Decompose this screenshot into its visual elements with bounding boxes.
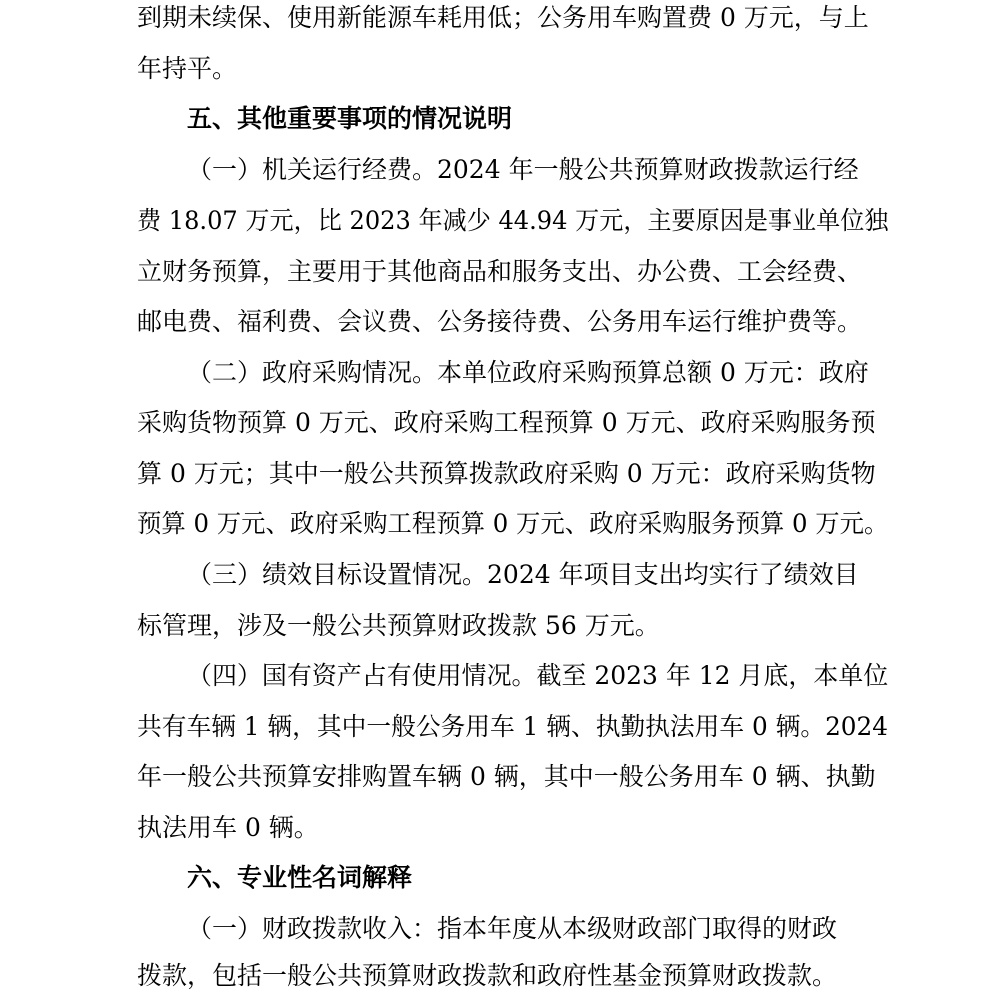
text-line: 采购货物预算 0 万元、政府采购工程预算 0 万元、政府采购服务预: [137, 408, 876, 437]
text-line: （一）机关运行经费。2024 年一般公共预算财政拨款运行经: [187, 155, 859, 184]
text-line: 执法用车 0 辆。: [137, 813, 319, 842]
text-line: （四）国有资产占有使用情况。截至 2023 年 12 月底，本单位: [187, 661, 889, 690]
section-heading: 六、专业性名词解释: [187, 863, 413, 892]
text-line: 到期未续保、使用新能源车耗用低；公务用车购置费 0 万元，与上: [137, 3, 869, 32]
text-line: （二）政府采购情况。本单位政府采购预算总额 0 万元：政府: [187, 358, 869, 387]
text-line: 立财务预算，主要用于其他商品和服务支出、办公费、工会经费、: [137, 257, 863, 286]
text-line: （三）绩效目标设置情况。2024 年项目支出均实行了绩效目: [187, 560, 859, 589]
text-line: （一）财政拨款收入：指本年度从本级财政部门取得的财政: [187, 914, 838, 943]
text-line: 标管理，涉及一般公共预算财政拨款 56 万元。: [137, 611, 660, 640]
text-line: 算 0 万元；其中一般公共预算拨款政府采购 0 万元：政府采购货物: [137, 459, 876, 488]
text-line: 邮电费、福利费、会议费、公务接待费、公务用车运行维护费等。: [137, 307, 863, 336]
section-heading: 五、其他重要事项的情况说明: [187, 104, 513, 133]
text-line: 预算 0 万元、政府采购工程预算 0 万元、政府采购服务预算 0 万元。: [137, 509, 889, 538]
text-line: 共有车辆 1 辆，其中一般公务用车 1 辆、执勤执法用车 0 辆。2024: [137, 712, 889, 741]
text-line: 费 18.07 万元，比 2023 年减少 44.94 万元，主要原因是事业单位独: [137, 206, 889, 235]
text-line: 拨款，包括一般公共预算财政拨款和政府性基金预算财政拨款。: [137, 961, 838, 990]
text-line: 年持平。: [137, 54, 238, 83]
text-line: 年一般公共预算安排购置车辆 0 辆，其中一般公务用车 0 辆、执勤: [137, 762, 876, 791]
